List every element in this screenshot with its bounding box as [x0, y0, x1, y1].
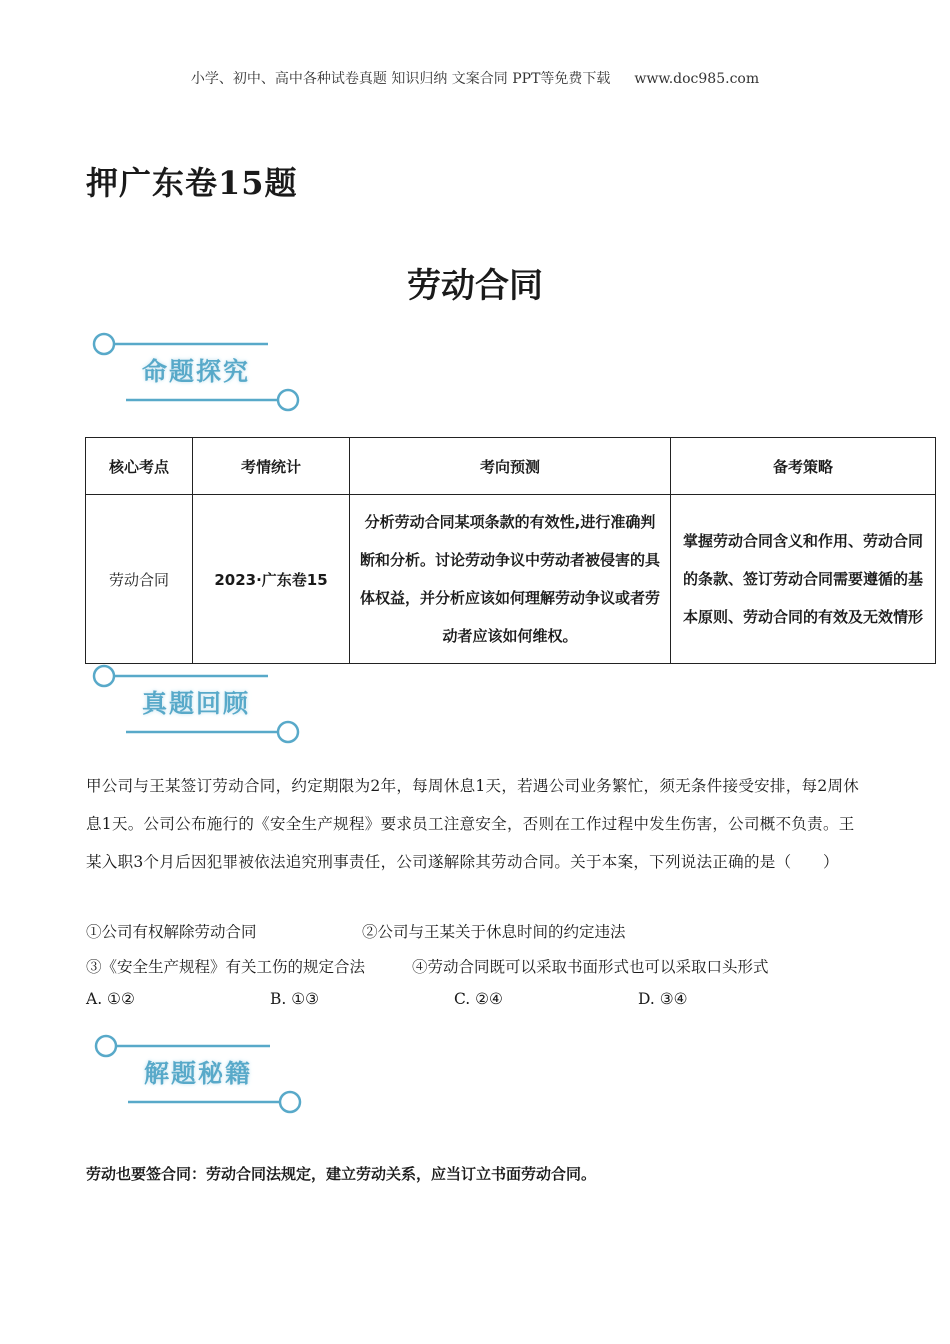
main-title: 押广东卷15题 [86, 164, 298, 202]
statement-item: ③《安全生产规程》有关工伤的规定合法 [86, 958, 366, 976]
header-text: 小学、初中、高中各种试卷真题 知识归纳 文案合同 PPT等免费下载 [190, 71, 611, 87]
section-badge-tips [92, 1030, 322, 1120]
stats-cell: 2023·广东卷15 [193, 495, 350, 664]
choice-d: D. ③④ [638, 990, 688, 1008]
question-stem: 甲公司与王某签订劳动合同，约定期限为2年，每周休息1天，若遇公司业务繁忙，须无条件接受安排，每2周休息1天。公司公布施行的《安全生产规程》要求员工注意安全，否则在工作过程中发生伤害，公司概不负责。王某入职3个月后因犯罪被依法追究刑事责任，公司遂解除其劳动合同。关于本案，下列说法正确的是（ ） [86, 777, 860, 871]
table-header-cell: 核心考点 [86, 438, 193, 495]
table-row [86, 495, 936, 664]
exam-table [85, 437, 936, 664]
header-url[interactable]: www.doc985.com [634, 71, 760, 87]
table-header-cell: 考情统计 [193, 438, 350, 495]
section-title-tips: 解题秘籍 [144, 1059, 253, 1088]
tip-text: 劳动也要签合同：劳动合同法规定，建立劳动关系，应当订立书面劳动合同。 [86, 1165, 597, 1183]
section-title-explore: 命题探究 [142, 357, 251, 386]
section-badge-review [90, 660, 320, 750]
choice-a: A. ①② [86, 990, 135, 1008]
table-header-cell: 考向预测 [350, 438, 671, 495]
core-point-cell: 劳动合同 [86, 495, 193, 664]
section-title-review: 真题回顾 [142, 689, 251, 718]
strategy-cell: 掌握劳动合同含义和作用、劳动合同的条款、签订劳动合同需要遵循的基本原则、劳动合同的有效及无效情形 [671, 495, 936, 664]
table-header-row [86, 438, 936, 495]
table-header-cell: 备考策略 [671, 438, 936, 495]
forecast-cell: 分析劳动合同某项条款的有效性,进行准确判断和分析。讨论劳动争议中劳动者被侵害的具体权益，并分析应该如何理解劳动争议或者劳动者应该如何维权。 [350, 495, 671, 664]
page-header [0, 68, 950, 88]
choice-b: B. ①③ [270, 990, 320, 1008]
section-badge-explore [90, 328, 320, 418]
topic-title: 劳动合同 [407, 266, 543, 306]
statement-item: ②公司与王某关于休息时间的约定违法 [362, 923, 626, 941]
choice-c: C. ②④ [454, 990, 503, 1008]
statement-item: ④劳动合同既可以采取书面形式也可以采取口头形式 [412, 958, 769, 976]
statement-item: ①公司有权解除劳动合同 [86, 923, 257, 941]
